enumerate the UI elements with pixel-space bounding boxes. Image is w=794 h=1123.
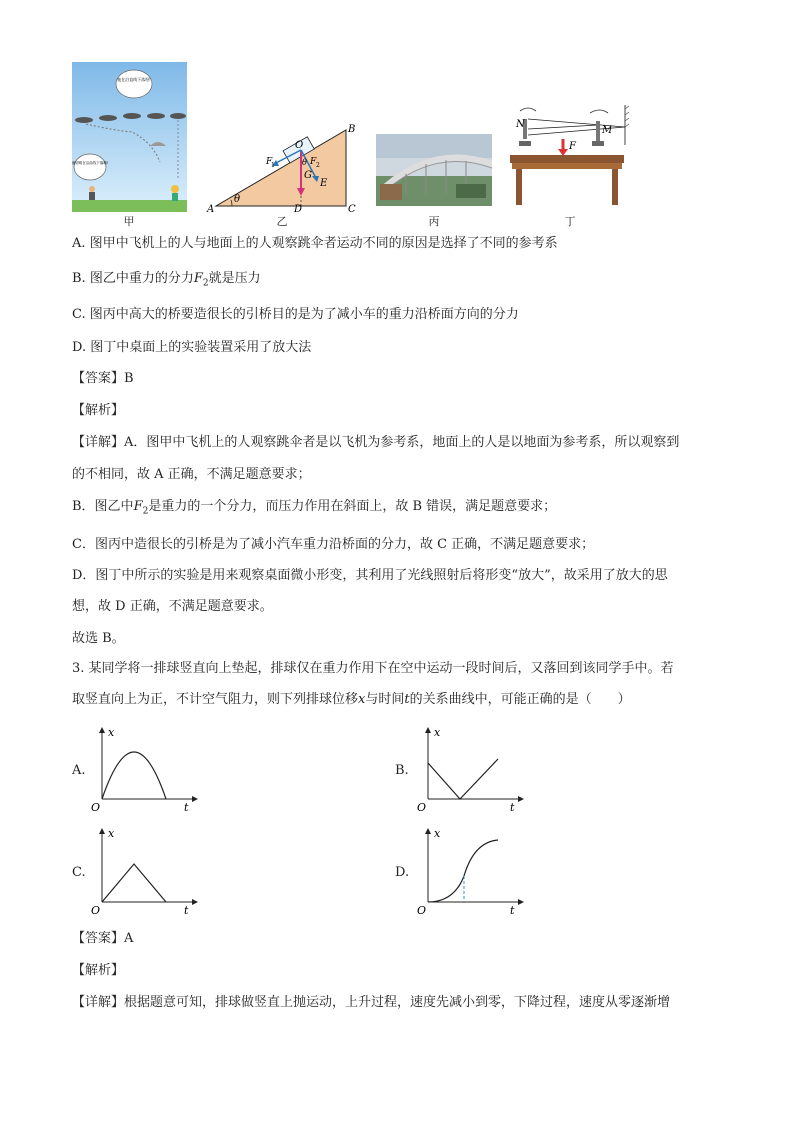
answer-q3: 【答案】A (72, 931, 134, 946)
graph-a-axis-x: x (108, 726, 115, 739)
graph-b-axis-x: x (434, 726, 441, 739)
q3-stem-x: x (358, 692, 366, 707)
detail-q2-line2: 的不相同，故 A 正确，不满足题意要求； (72, 467, 311, 482)
label-F: F (569, 141, 576, 152)
label-F2-sub: 2 (316, 162, 320, 169)
graph-d (414, 826, 526, 916)
detail-q2-line3-sub: 2 (142, 506, 149, 517)
label-F1: F (266, 157, 273, 167)
label-M: M (602, 125, 613, 136)
detail-q2-line3 (72, 498, 556, 521)
label-N: N (516, 119, 525, 130)
q3-stem-t: t (404, 692, 410, 707)
theta-label-2: θ (302, 158, 307, 167)
figure-yi (206, 120, 358, 215)
graph-b-origin: O (417, 801, 427, 813)
caption-ding: 丁 (564, 215, 576, 228)
graph-d-label: D. (395, 865, 410, 880)
graph-c-axis-t: t (184, 904, 189, 916)
label-A: A (207, 204, 215, 215)
graph-b-label: B. (395, 763, 409, 778)
option-b-pre: B. 图乙中重力的分力 (72, 271, 194, 286)
detail-q2-line3-var: F (133, 499, 143, 514)
caption-bing: 丙 (428, 215, 440, 228)
q3-stem-post: 的关系曲线中，可能正确的是（ ） (409, 692, 631, 707)
graph-d-axis-t: t (510, 904, 515, 916)
conclusion-q2: 故选 B。 (72, 631, 125, 646)
label-F2: F (310, 157, 317, 167)
detail-q2-line3-pre: B．图乙中 (72, 499, 134, 514)
option-a: A. 图甲中飞机上的人与地面上的人观察跳伞者运动不同的原因是选择了不同的参考系 (72, 236, 558, 251)
graph-a-label: A. (72, 763, 86, 778)
label-O: O (295, 140, 304, 151)
label-C: C (348, 204, 356, 215)
option-c: C. 图丙中高大的桥要造很长的引桥目的是为了减小车的重力沿桥面方向的分力 (72, 307, 519, 322)
q3-stem-line1: 3. 某同学将一排球竖直向上垫起，排球仅在重力作用下在空中运动一段时间后，又落回到该同学手中。若 (72, 661, 674, 676)
detail-q2-line1: 【详解】A．图甲中飞机上的人观察跳伞者是以飞机为参考系，地面上的人是以地面为参考系，所以观察到 (72, 435, 680, 450)
figure-ding (510, 105, 635, 207)
option-d: D. 图丁中桌面上的实验装置采用了放大法 (72, 340, 312, 355)
q3-stem-mid: 与时间 (365, 692, 405, 707)
answer-q2: 【答案】B (72, 371, 134, 386)
graph-d-origin: O (417, 904, 427, 916)
detail-q2-line6: 想，故 D 正确，不满足题意要求。 (72, 599, 273, 614)
label-B: B (348, 124, 356, 135)
q3-stem-line2 (72, 691, 631, 709)
graph-c (88, 826, 200, 916)
bubble-2-text: 他明明在沿曲线下落啊! (72, 161, 109, 165)
graph-a-axis-t: t (184, 801, 189, 813)
label-E: E (320, 178, 328, 189)
option-b-sub: 2 (202, 278, 209, 289)
label-F1-sub: 1 (271, 162, 275, 169)
label-G: G (304, 170, 312, 181)
option-b-post: 就是压力 (208, 271, 261, 286)
analysis-q2: 【解析】 (72, 403, 125, 418)
graph-b-axis-t: t (510, 801, 515, 813)
figure-jia (72, 62, 187, 212)
detail-q2-line5: D．图丁中所示的实验是用来观察桌面微小形变，其利用了光线照射后将形变“放大”，故采用了放大的思 (72, 568, 668, 583)
bubble-1-text: 他在沿直线下落呀! (117, 77, 151, 82)
caption-yi: 乙 (276, 215, 288, 228)
option-b (72, 270, 261, 293)
graph-d-axis-x: x (434, 827, 441, 840)
label-D: D (294, 204, 303, 215)
theta-label: θ (234, 194, 241, 205)
detail-q3-line1: 【详解】根据题意可知，排球做竖直上抛运动，上升过程，速度先减小到零，下降过程，速度从零逐渐增 (72, 995, 671, 1010)
q3-stem-pre: 取竖直向上为正，不计空气阻力，则下列排球位移 (72, 692, 359, 707)
detail-q2-line4: C．图丙中造很长的引桥是为了减小汽车重力沿桥面的分力，故 C 正确，不满足题意要求； (72, 537, 595, 552)
graph-a-origin: O (91, 801, 101, 813)
detail-q2-line3-post: 是重力的一个分力，而压力作用在斜面上，故 B 错误，满足题意要求； (148, 499, 557, 514)
graph-a (88, 725, 200, 813)
caption-jia: 甲 (123, 215, 135, 228)
graph-c-axis-x: x (108, 827, 115, 840)
figure-bing (376, 134, 492, 206)
graph-c-label: C. (72, 865, 86, 880)
analysis-q3: 【解析】 (72, 963, 125, 978)
option-b-var: F (193, 271, 203, 286)
graph-c-origin: O (91, 904, 101, 916)
graph-b (414, 725, 526, 813)
